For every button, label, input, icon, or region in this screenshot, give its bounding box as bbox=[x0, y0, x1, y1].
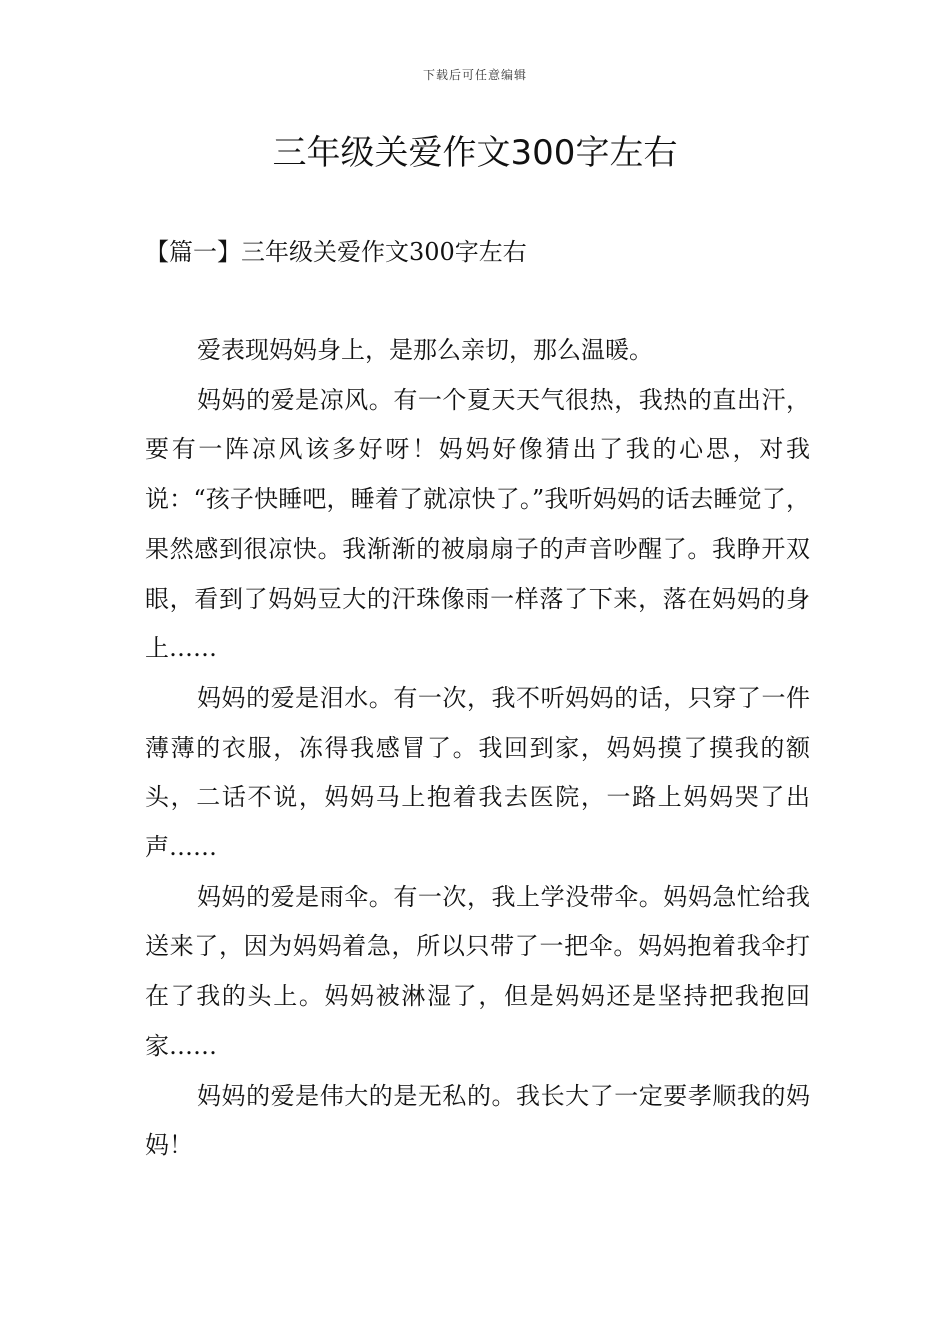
paragraph-4: 妈妈的爱是雨伞。有一次，我上学没带伞。妈妈急忙给我送来了，因为妈妈着急，所以只带了一把伞。妈妈抱着我伞打在了我的头上。妈妈被淋湿了，但是妈妈还是坚持把我抱回家…… bbox=[145, 882, 810, 1060]
paragraph-3: 妈妈的爱是泪水。有一次，我不听妈妈的话，只穿了一件薄薄的衣服，冻得我感冒了。我回到家，妈妈摸了摸我的额头，二话不说，妈妈马上抱着我去医院，一路上妈妈哭了出声…… bbox=[145, 683, 810, 862]
paragraph-5: 妈妈的爱是伟大的是无私的。我长大了一定要孝顺我的妈妈！ bbox=[145, 1081, 810, 1160]
paragraph-1: 爱表现妈妈身上，是那么亲切，那么温暖。 bbox=[197, 336, 653, 364]
paragraph-2: 妈妈的爱是凉风。有一个夏天天气很热，我热的直出汗，要有一阵凉风该多好呀！妈妈好像猜出了我的心思，对我说：“孩子快睡吧，睡着了就凉快了。”我听妈妈的话去睡觉了，果然感到很凉快。我渐渐的被扇扇子的声音吵醒了。我睁开双眼，看到了妈妈豆大的汗珠像雨一样落了下来，落在妈妈的身上…… bbox=[145, 385, 810, 663]
header-note: 下载后可任意编辑 bbox=[422, 68, 527, 82]
section-heading: 【篇一】三年级关爱作文300字左右 bbox=[145, 238, 527, 266]
essay-body bbox=[145, 326, 810, 1171]
document-title: 三年级关爱作文300字左右 bbox=[272, 133, 678, 173]
